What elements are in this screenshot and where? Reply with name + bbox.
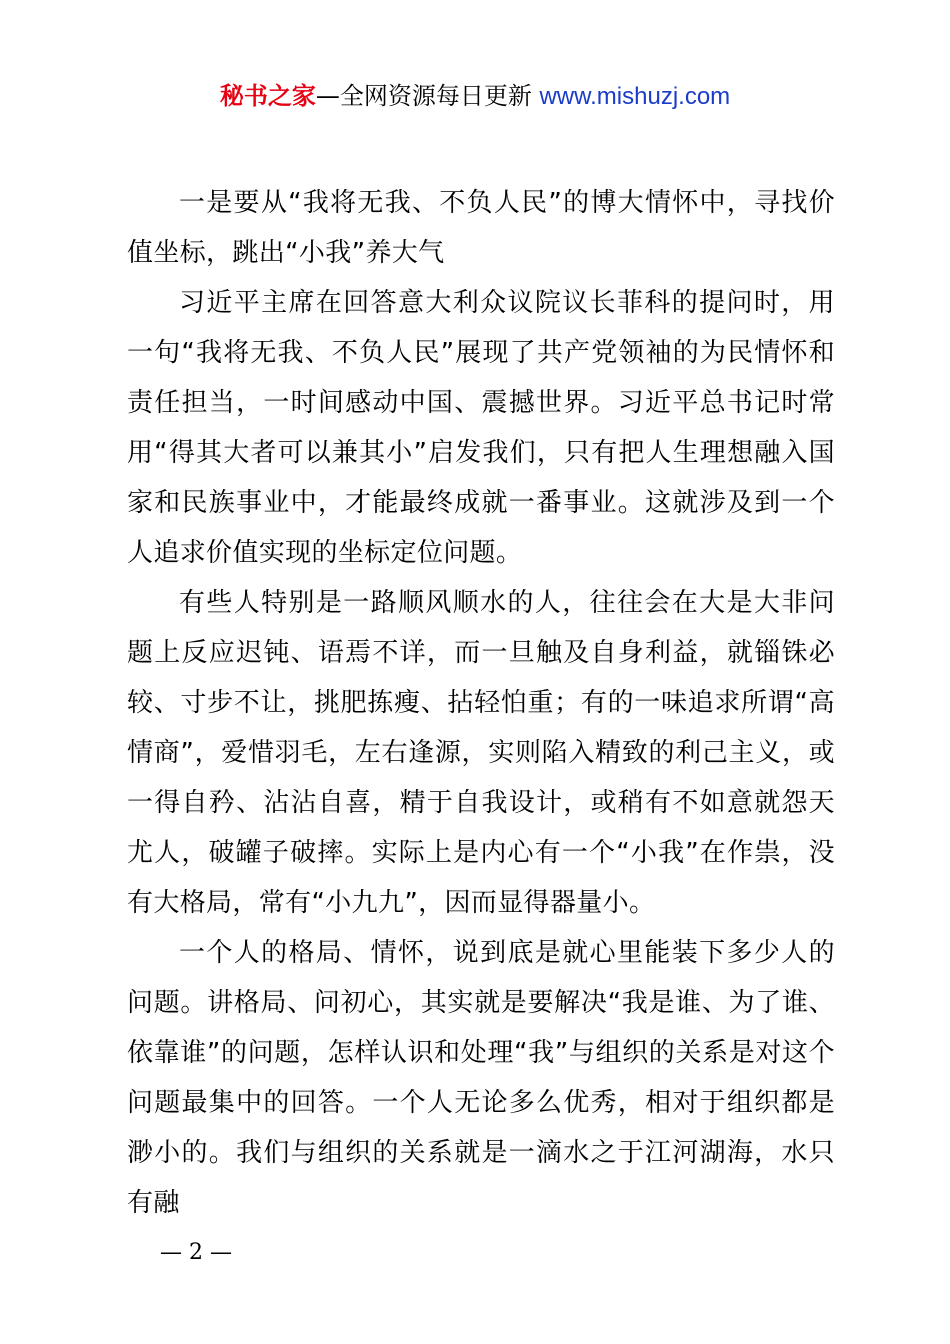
header-tagline: —全网资源每日更新 [315, 82, 540, 110]
paragraph: 一个人的格局、情怀，说到底是就心里能装下多少人的问题。讲格局、问初心，其实就是要解决“我是谁、为了谁、依靠谁”的问题，怎样认识和处理“我”与组织的关系是对这个问题最集中的回答。一个人无论多么优秀，相对于组织都是渺小的。我们与组织的关系就是一滴水之于江河湖海，水只有融 [127, 938, 835, 1218]
site-url-link[interactable]: www.mishuzj.com [539, 83, 731, 110]
document-body [127, 178, 835, 1228]
paragraph: 习近平主席在回答意大利众议院议长菲科的提问时，用一句“我将无我、不负人民”展现了共产党领袖的为民情怀和责任担当，一时间感动中国、震撼世界。习近平总书记时常用“得其大者可以兼其小”启发我们，只有把人生理想融入国家和民族事业中，才能最终成就一番事业。这就涉及到一个人追求价值实现的坐标定位问题。 [127, 288, 835, 568]
brand-name: 秘书之家 [219, 82, 316, 110]
site-header [0, 78, 950, 115]
page-number: — 2 — [160, 1240, 232, 1265]
paragraph: 有些人特别是一路顺风顺水的人，往往会在大是大非问题上反应迟钝、语焉不详，而一旦触及自身利益，就锱铢必较、寸步不让，挑肥拣瘦、拈轻怕重；有的一味追求所谓“高情商”，爱惜羽毛，左右逢源，实则陷入精致的利己主义，或一得自矜、沾沾自喜，精于自我设计，或稍有不如意就怨天尤人，破罐子破摔。实际上是内心有一个“小我”在作祟，没有大格局，常有“小九九”，因而显得器量小。 [127, 588, 835, 918]
paragraph-heading: 一是要从“我将无我、不负人民”的博大情怀中，寻找价值坐标，跳出“小我”养大气 [127, 188, 835, 268]
